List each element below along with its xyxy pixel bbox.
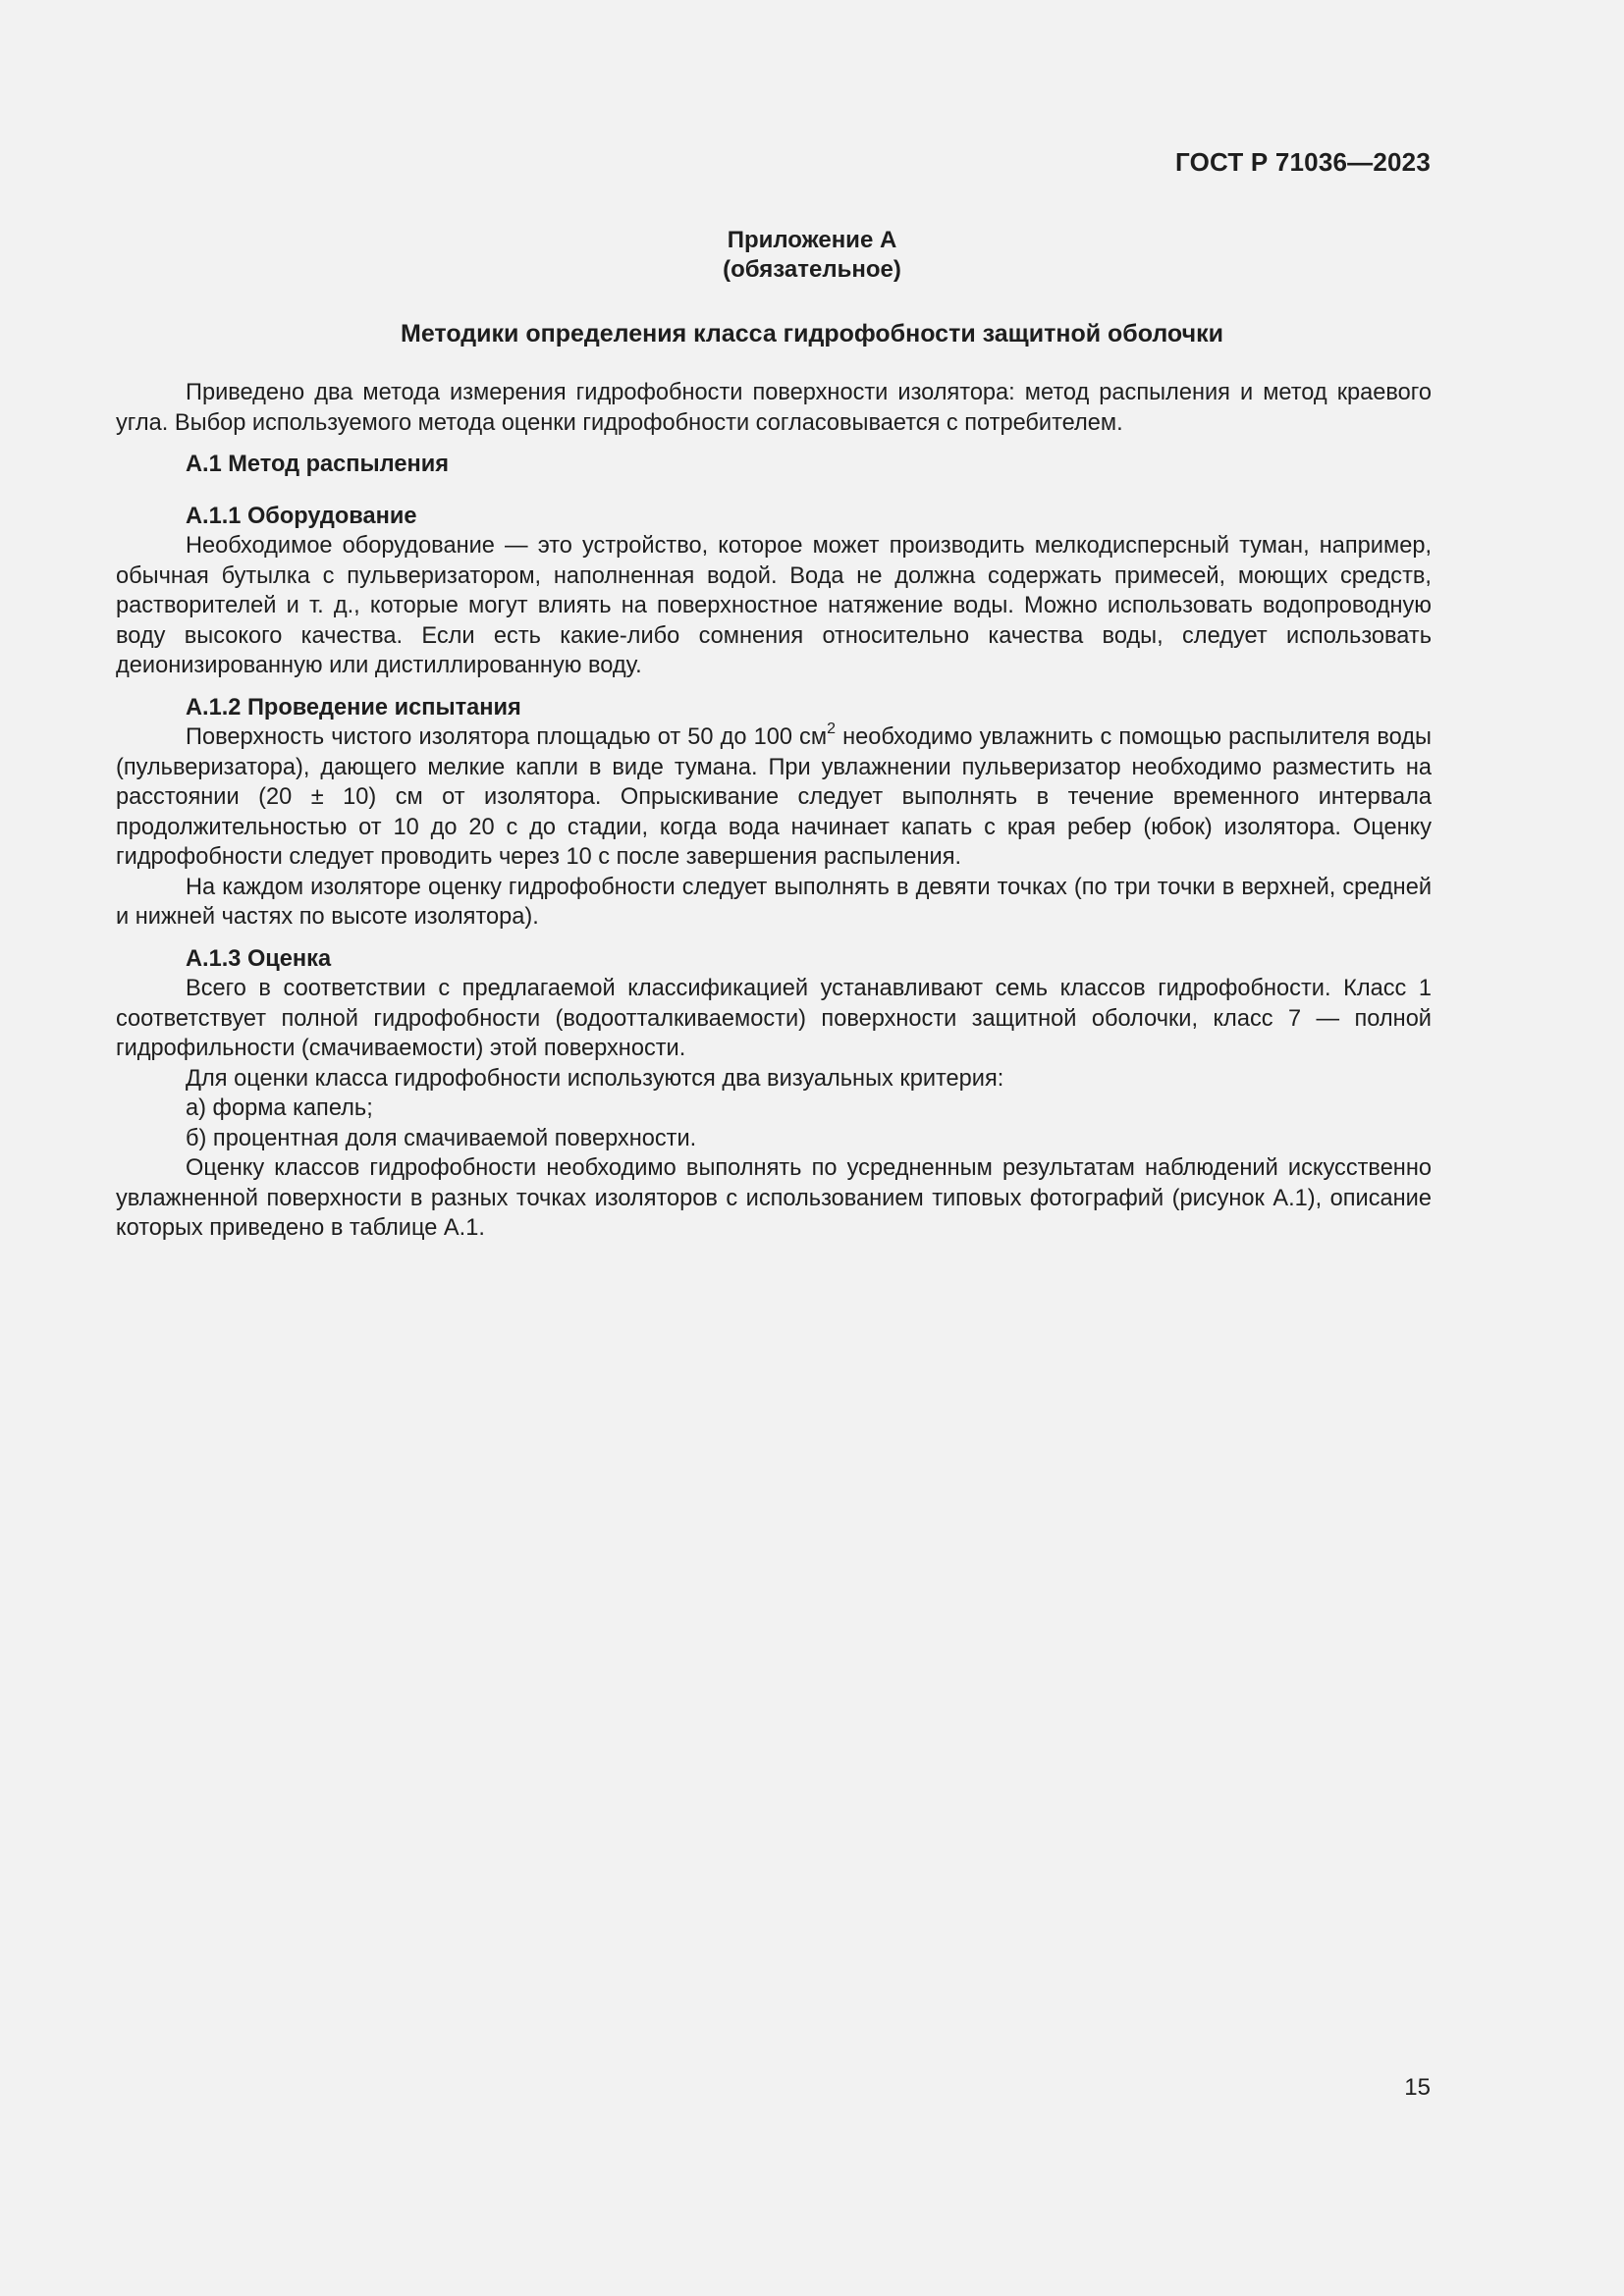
- section-a12-paragraph-1: [116, 722, 1432, 873]
- list-item: а) форма капель;: [186, 1095, 373, 1121]
- section-a11-heading: А.1.1 Оборудование: [186, 503, 417, 529]
- appendix-header: [0, 226, 1624, 285]
- list-item: б) процентная доля смачиваемой поверхности.: [186, 1125, 697, 1151]
- a12-p1-start: Поверхность чистого изолятора площадью от 50 до 100 см: [186, 724, 828, 750]
- section-a13-heading: А.1.3 Оценка: [186, 945, 332, 972]
- section-a13-paragraph-3: Оценку классов гидрофобности необходимо выполнять по усредненным результатам наблюдений искусственно увлажненной поверхности в разных точках изоляторов с использованием типовых фотографий (рисунок А.1), описание которых приведено в таблице А.1.: [116, 1155, 1432, 1241]
- superscript-2: 2: [827, 721, 836, 738]
- section-a12-paragraph-2: На каждом изоляторе оценку гидрофобности следует выполнять в девяти точках (по три точки в верхней, средней и нижней частях по высоте изолятора).: [116, 874, 1432, 930]
- section-a12-heading: А.1.2 Проведение испытания: [186, 694, 521, 721]
- document-body: [116, 378, 1432, 1244]
- appendix-status: (обязательное): [723, 256, 901, 283]
- document-code: ГОСТ Р 71036—2023: [1175, 147, 1431, 177]
- appendix-title: Методики определения класса гидрофобности защитной оболочки: [401, 320, 1223, 347]
- page-number: 15: [1404, 2074, 1431, 2101]
- section-a13-paragraph-2: Для оценки класса гидрофобности используются два визуальных критерия:: [186, 1065, 1004, 1092]
- section-a11-paragraph: Необходимое оборудование — это устройство, которое может производить мелкодисперсный туман, например, обычная бутылка с пульверизатором, наполненная водой. Вода не должна содержать примесей, моющих средств, растворителей и т. д., которые могут влиять на поверхностное натяжение воды. Можно использовать водопроводную воду высокого качества. Если есть какие-либо сомнения относительно качества воды, следует использовать деионизированную или дистиллированную воду.: [116, 533, 1432, 678]
- a12-p1-end: необходимо увлажнить с помощью распылителя воды (пульверизатора), дающего мелкие капли в виде тумана. При увлажнении пульверизатор необходимо разместить на расстоянии (20 ± 10) см от изолятора. Опрыскивание следует выполнять в течение временного интервала продолжительностью от 10 до 20 с до стадии, когда вода начинает капать с края ребер (юбок) изолятора. Оценку гидрофобности следует проводить через 10 с после завершения распыления.: [116, 724, 1433, 870]
- intro-paragraph: Приведено два метода измерения гидрофобности поверхности изолятора: метод распыления и метод краевого угла. Выбор используемого метода оценки гидрофобности согласовывается с потребителем.: [116, 380, 1432, 436]
- appendix-label: Приложение А: [727, 227, 897, 253]
- section-a1-heading: А.1 Метод распыления: [186, 452, 449, 477]
- section-a13-paragraph-1: Всего в соответствии с предлагаемой классификацией устанавливают семь классов гидрофобности. Класс 1 соответствует полной гидрофобности (водоотталкиваемости) поверхности защитной оболочки, класс 7 — полной гидрофильности (смачиваемости) этой поверхности.: [116, 976, 1432, 1061]
